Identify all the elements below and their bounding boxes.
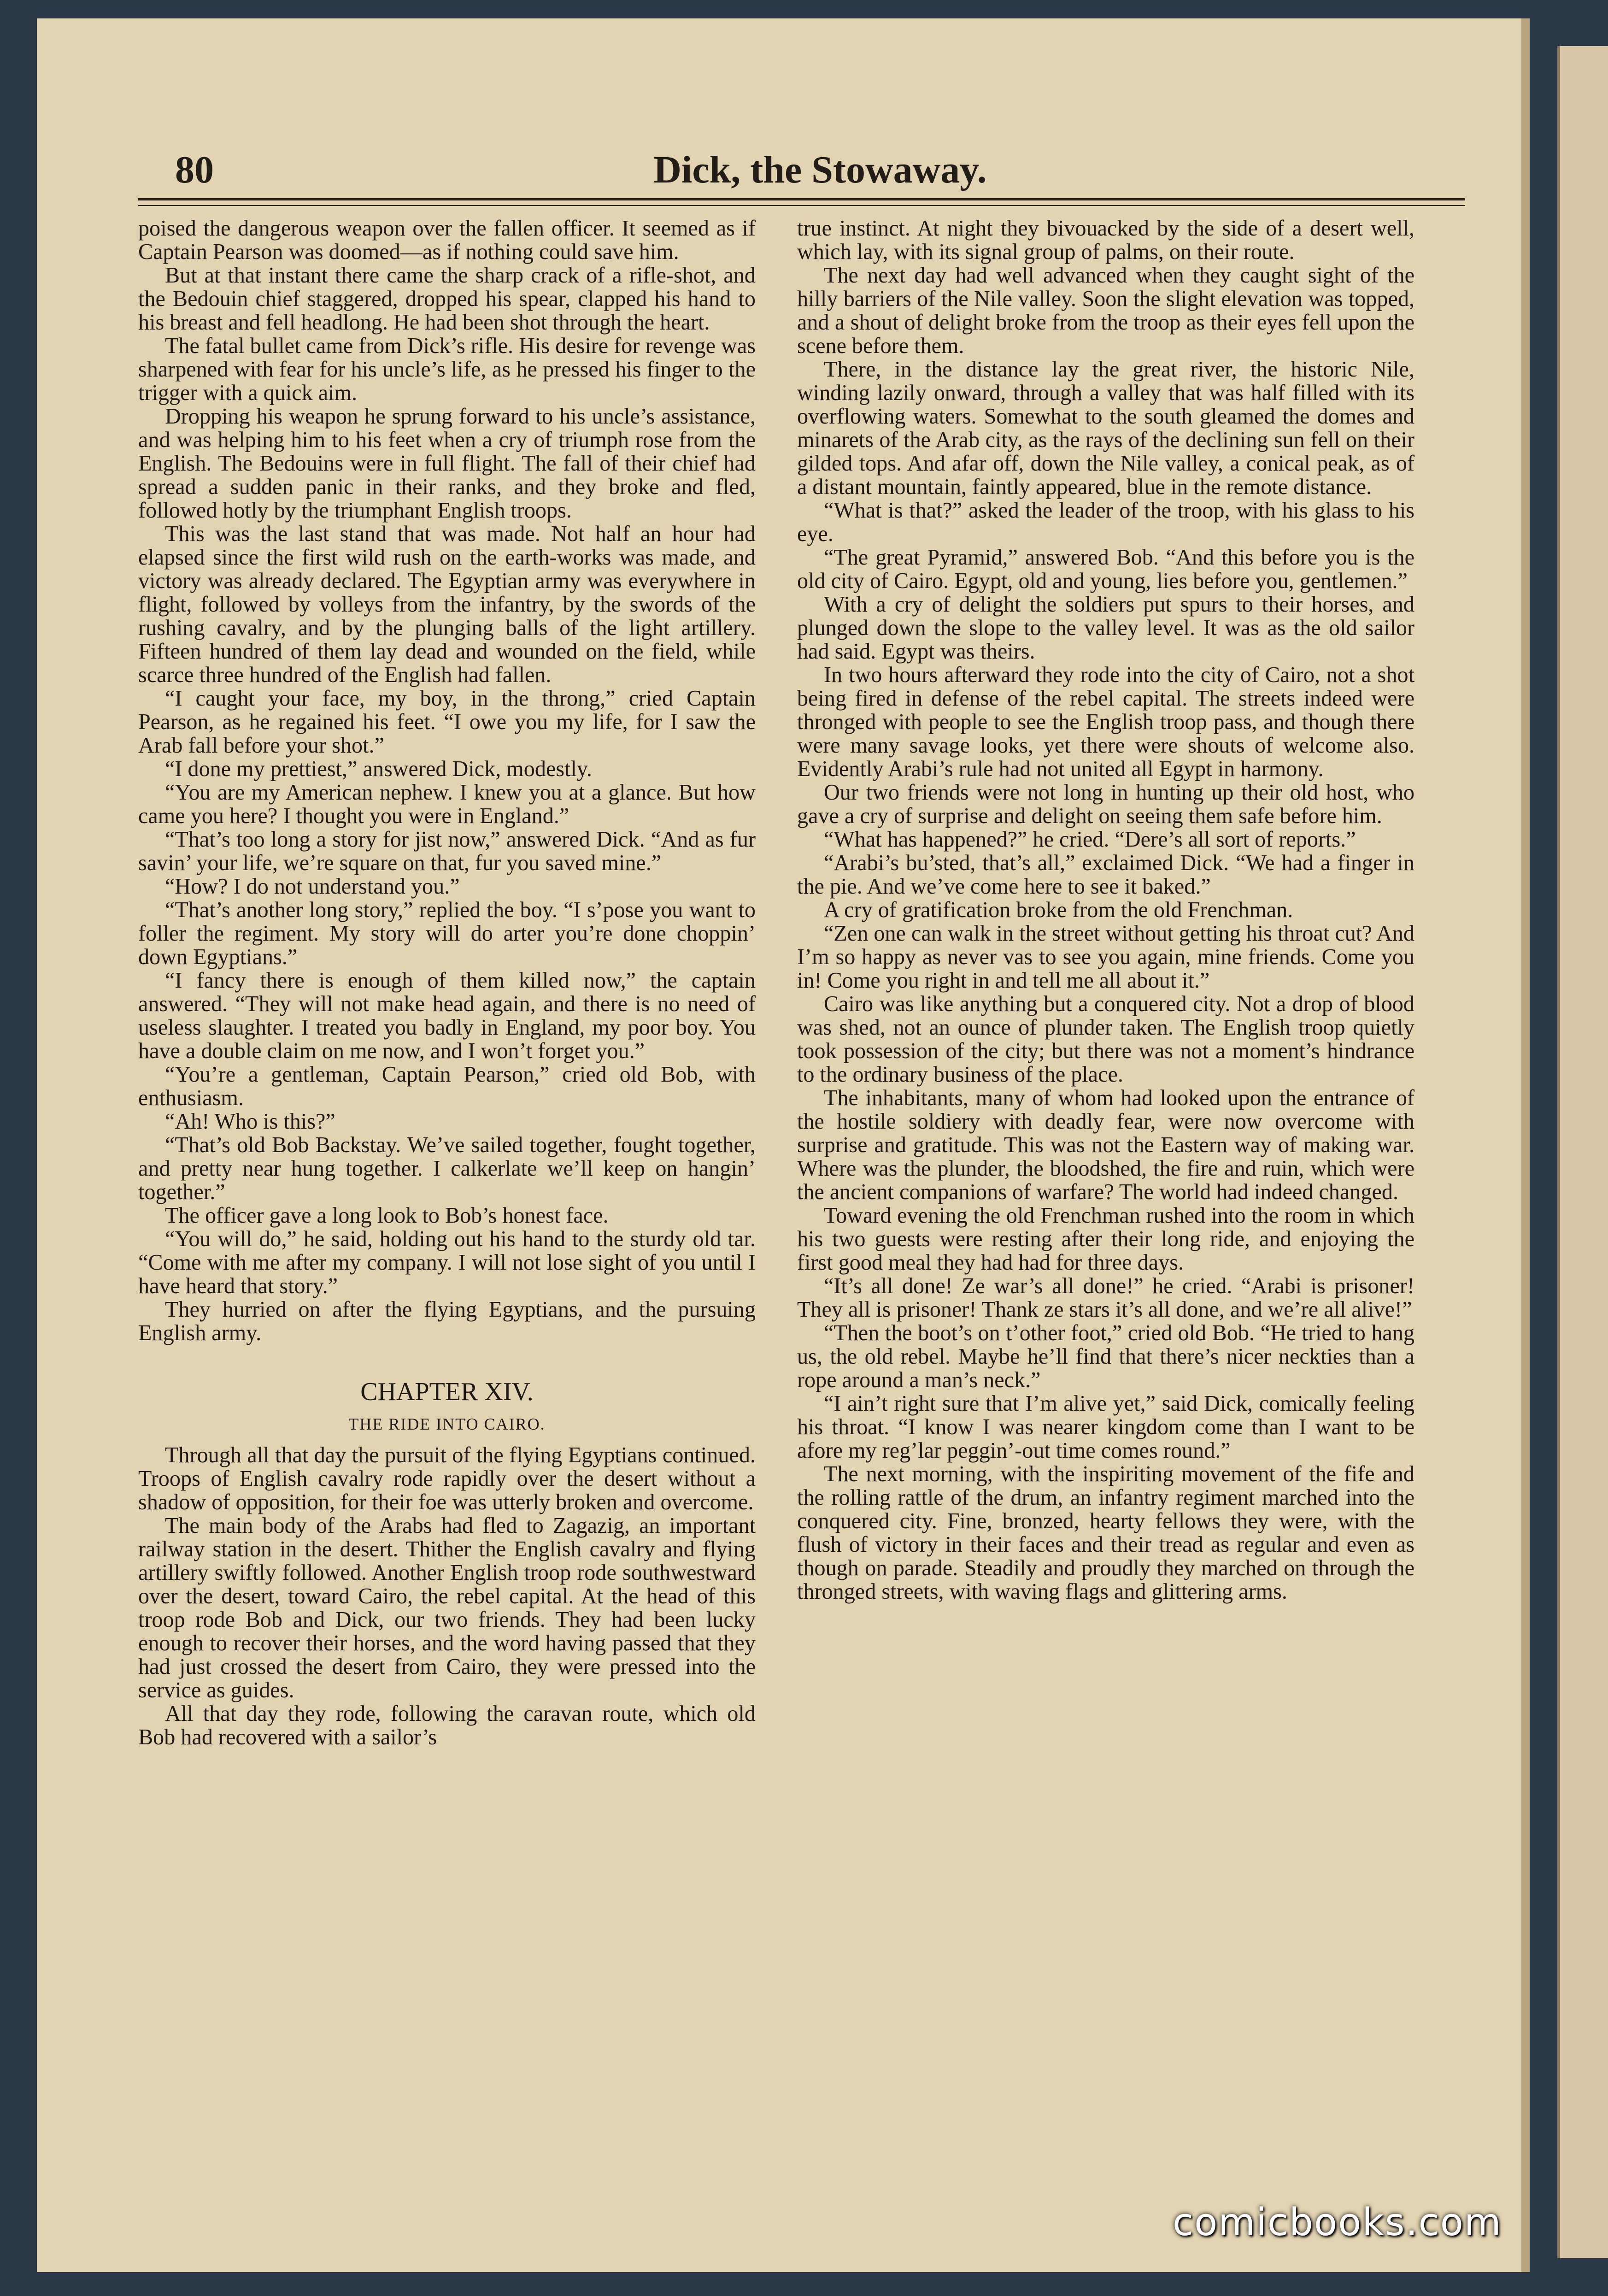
paragraph: “That’s too long a story for jist now,” answered Dick. “And as fur savin’ your life, we’re square on that, fur you saved mine.” bbox=[138, 827, 756, 875]
paragraph: “The great Pyramid,” answered Bob. “And this before you is the old city of Cairo. Egypt, old and young, lies before you, gentlemen.” bbox=[797, 545, 1414, 593]
paragraph: “Ah! Who is this?” bbox=[165, 1109, 335, 1134]
running-title: Dick, the Stowaway. bbox=[653, 148, 987, 191]
paragraph: In two hours afterward they rode into the city of Cairo, not a shot being fired in defense of the rebel capital. The streets indeed were thronged with people to see the English troop pass, and though there were many savage looks, yet there were shouts of welcome also. Evidently Arabi’s rule had not united all Egypt in harmony. bbox=[797, 663, 1414, 781]
paragraph: “I ain’t right sure that I’m alive yet,” said Dick, comically feeling his throat. “I know I was nearer kingdom come than I want to be afore my reg’lar peggin’-out time comes round.” bbox=[797, 1391, 1414, 1463]
paragraph: “What has happened?” he cried. “Dere’s all sort of reports.” bbox=[824, 827, 1356, 852]
paragraph: “What is that?” asked the leader of the troop, with his glass to his eye. bbox=[797, 498, 1414, 546]
paragraph: The next morning, with the inspiriting movement of the fife and the rolling rattle of the drum, an infantry regiment marched into the conquered city. Fine, bronzed, hearty fellows they were, with the flush of victory in their faces and their tread as regular and even as though on parade. Steadily and proudly they marched on through the thronged streets, with waving flags and glittering arms. bbox=[797, 1462, 1414, 1604]
paragraph: All that day they rode, following the caravan route, which old Bob had recovered with a sailor’s bbox=[138, 1701, 756, 1749]
paragraph: “You will do,” he said, holding out his hand to the sturdy old tar. “Come with me after my company. I will not lose sight of you until I have heard that story.” bbox=[138, 1227, 756, 1298]
paragraph: “You are my American nephew. I knew you at a glance. But how came you here? I thought you were in England.” bbox=[138, 780, 756, 828]
paragraph: They hurried on after the flying Egyptians, and the pursuing English army. bbox=[138, 1297, 756, 1345]
paragraph: The fatal bullet came from Dick’s rifle. His desire for revenge was sharpened with fear for his uncle’s life, as he pressed his finger to the trigger with a quick aim. bbox=[138, 334, 756, 405]
paragraph: “Zen one can walk in the street without getting his throat cut? And I’m so happy as never vas to see you again, mine friends. Come you in! Come you right in and tell me all about it.” bbox=[797, 921, 1414, 993]
paragraph: But at that instant there came the sharp crack of a rifle-shot, and the Bedouin chief staggered, dropped his spear, clapped his hand to his breast and fell headlong. He had been shot through the heart. bbox=[138, 263, 756, 335]
paragraph: “That’s another long story,” replied the boy. “I s’pose you want to foller the regiment. My story will do arter you’re done choppin’ down Egyptians.” bbox=[138, 898, 756, 969]
paragraph: “Arabi’s bu’sted, that’s all,” exclaimed Dick. “We had a finger in the pie. And we’ve come here to see it baked.” bbox=[797, 851, 1414, 899]
paragraph: poised the dangerous weapon over the fallen officer. It seemed as if Captain Pearson was doomed—as if nothing could save him. bbox=[138, 216, 756, 264]
paragraph: This was the last stand that was made. Not half an hour had elapsed since the first wild rush on the earth-works was made, and victory was already declared. The Egyptian army was everywhere in flight, followed by volleys from the infantry, by the swords of the rushing cavalry, and by the plunging balls of the light artillery. Fifteen hundred of them lay dead and wounded on the field, while scarce three hundred of the English had fallen. bbox=[138, 522, 756, 687]
left-column bbox=[138, 217, 756, 1749]
paragraph: Through all that day the pursuit of the flying Egyptians continued. Troops of English cavalry rode rapidly over the desert without a shadow of opposition, for their foe was utterly broken and overcome. bbox=[138, 1443, 756, 1514]
page-number: 80 bbox=[175, 148, 214, 191]
paragraph: “I caught your face, my boy, in the throng,” cried Captain Pearson, as he regained his feet. “I owe you my life, for I saw the Arab fall before your shot.” bbox=[138, 686, 756, 758]
paragraph: “You’re a gentleman, Captain Pearson,” cried old Bob, with enthusiasm. bbox=[138, 1062, 756, 1110]
page-header bbox=[175, 147, 1465, 203]
paragraph: There, in the distance lay the great river, the historic Nile, winding lazily onward, through a valley that was half filled with its overflowing waters. Somewhat to the south gleamed the domes and minarets of the Arab city, as the rays of the declining sun fell on their gilded tops. And afar off, down the Nile valley, a conical peak, as of a distant mountain, faintly appeared, blue in the remote distance. bbox=[797, 357, 1414, 499]
chapter-title: THE RIDE INTO CAIRO. bbox=[348, 1415, 546, 1433]
paragraph: The inhabitants, many of whom had looked upon the entrance of the hostile soldiery with deadly fear, were now overcome with surprise and gratitude. This was not the Eastern way of making war. Where was the plunder, the bloodshed, the fire and ruin, which were the ancient companions of warfare? The world had indeed changed. bbox=[797, 1086, 1414, 1204]
paragraph: “Then the boot’s on t’other foot,” cried old Bob. “He tried to hang us, the old rebel. Maybe he’ll find that there’s nicer neckties than a rope around a man’s neck.” bbox=[797, 1321, 1414, 1392]
paragraph: Dropping his weapon he sprung forward to his uncle’s assistance, and was helping him to his feet when a cry of triumph rose from the English. The Bedouins were in full flight. The fall of their chief had spread a sudden panic in their ranks, and they broke and fled, followed hotly by the triumphant English troops. bbox=[138, 404, 756, 523]
paragraph: A cry of gratification broke from the old Frenchman. bbox=[824, 898, 1293, 922]
paragraph: Cairo was like anything but a conquered city. Not a drop of blood was shed, not an ounce of plunder taken. The English troop quietly took possession of the city; but there was not a moment’s hindrance to the ordinary business of the place. bbox=[797, 992, 1414, 1087]
paragraph: The officer gave a long look to Bob’s honest face. bbox=[165, 1203, 609, 1228]
paragraph: The main body of the Arabs had fled to Zagazig, an important railway station in the desert. Thither the English cavalry and flying artillery swiftly followed. Another English troop rode southwestward over the desert, toward Cairo, the rebel capital. At the head of this troop rode Bob and Dick, our two friends. They had been lucky enough to recover their horses, and the word having passed that they had just crossed the desert from Cairo, they were pressed into the service as guides. bbox=[138, 1513, 756, 1702]
paragraph: Our two friends were not long in hunting up their old host, who gave a cry of surprise and delight on seeing them safe before him. bbox=[797, 780, 1414, 828]
paragraph: “How? I do not understand you.” bbox=[165, 874, 460, 899]
chapter-heading: CHAPTER XIV. bbox=[360, 1378, 534, 1406]
header-rule bbox=[138, 198, 1465, 206]
paragraph: “It’s all done! Ze war’s all done!” he cried. “Arabi is prisoner! They all is prisoner! Thank ze stars it’s all done, and we’re all alive!” bbox=[797, 1274, 1414, 1322]
paragraph: Toward evening the old Frenchman rushed into the room in which his two guests were resting after their long ride, and enjoying the first good meal they had had for three days. bbox=[797, 1203, 1414, 1275]
paragraph: The next day had well advanced when they caught sight of the hilly barriers of the Nile valley. Soon the slight elevation was topped, and a shout of delight broke from the troop as their eyes fell upon the scene before them. bbox=[797, 263, 1414, 358]
paragraph: With a cry of delight the soldiers put spurs to their horses, and plunged down the slope to the valley level. It was as the old sailor had said. Egypt was theirs. bbox=[797, 592, 1414, 664]
paragraph: “I done my prettiest,” answered Dick, modestly. bbox=[165, 757, 592, 781]
watermark: comicbooks.com bbox=[1173, 2201, 1502, 2244]
paragraph: “That’s old Bob Backstay. We’ve sailed together, fought together, and pretty near hung together. I calkerlate we’ll keep on hangin’ together.” bbox=[138, 1133, 756, 1204]
paragraph: true instinct. At night they bivouacked by the side of a desert well, which lay, with its signal group of palms, on their route. bbox=[797, 216, 1414, 264]
next-page-edge bbox=[1557, 46, 1608, 2258]
paragraph: “I fancy there is enough of them killed now,” the captain answered. “They will not make head again, and there is no need of useless slaughter. I treated you badly in England, my poor boy. You have a double claim on me now, and I won’t forget you.” bbox=[138, 968, 756, 1063]
right-column bbox=[797, 217, 1414, 1603]
